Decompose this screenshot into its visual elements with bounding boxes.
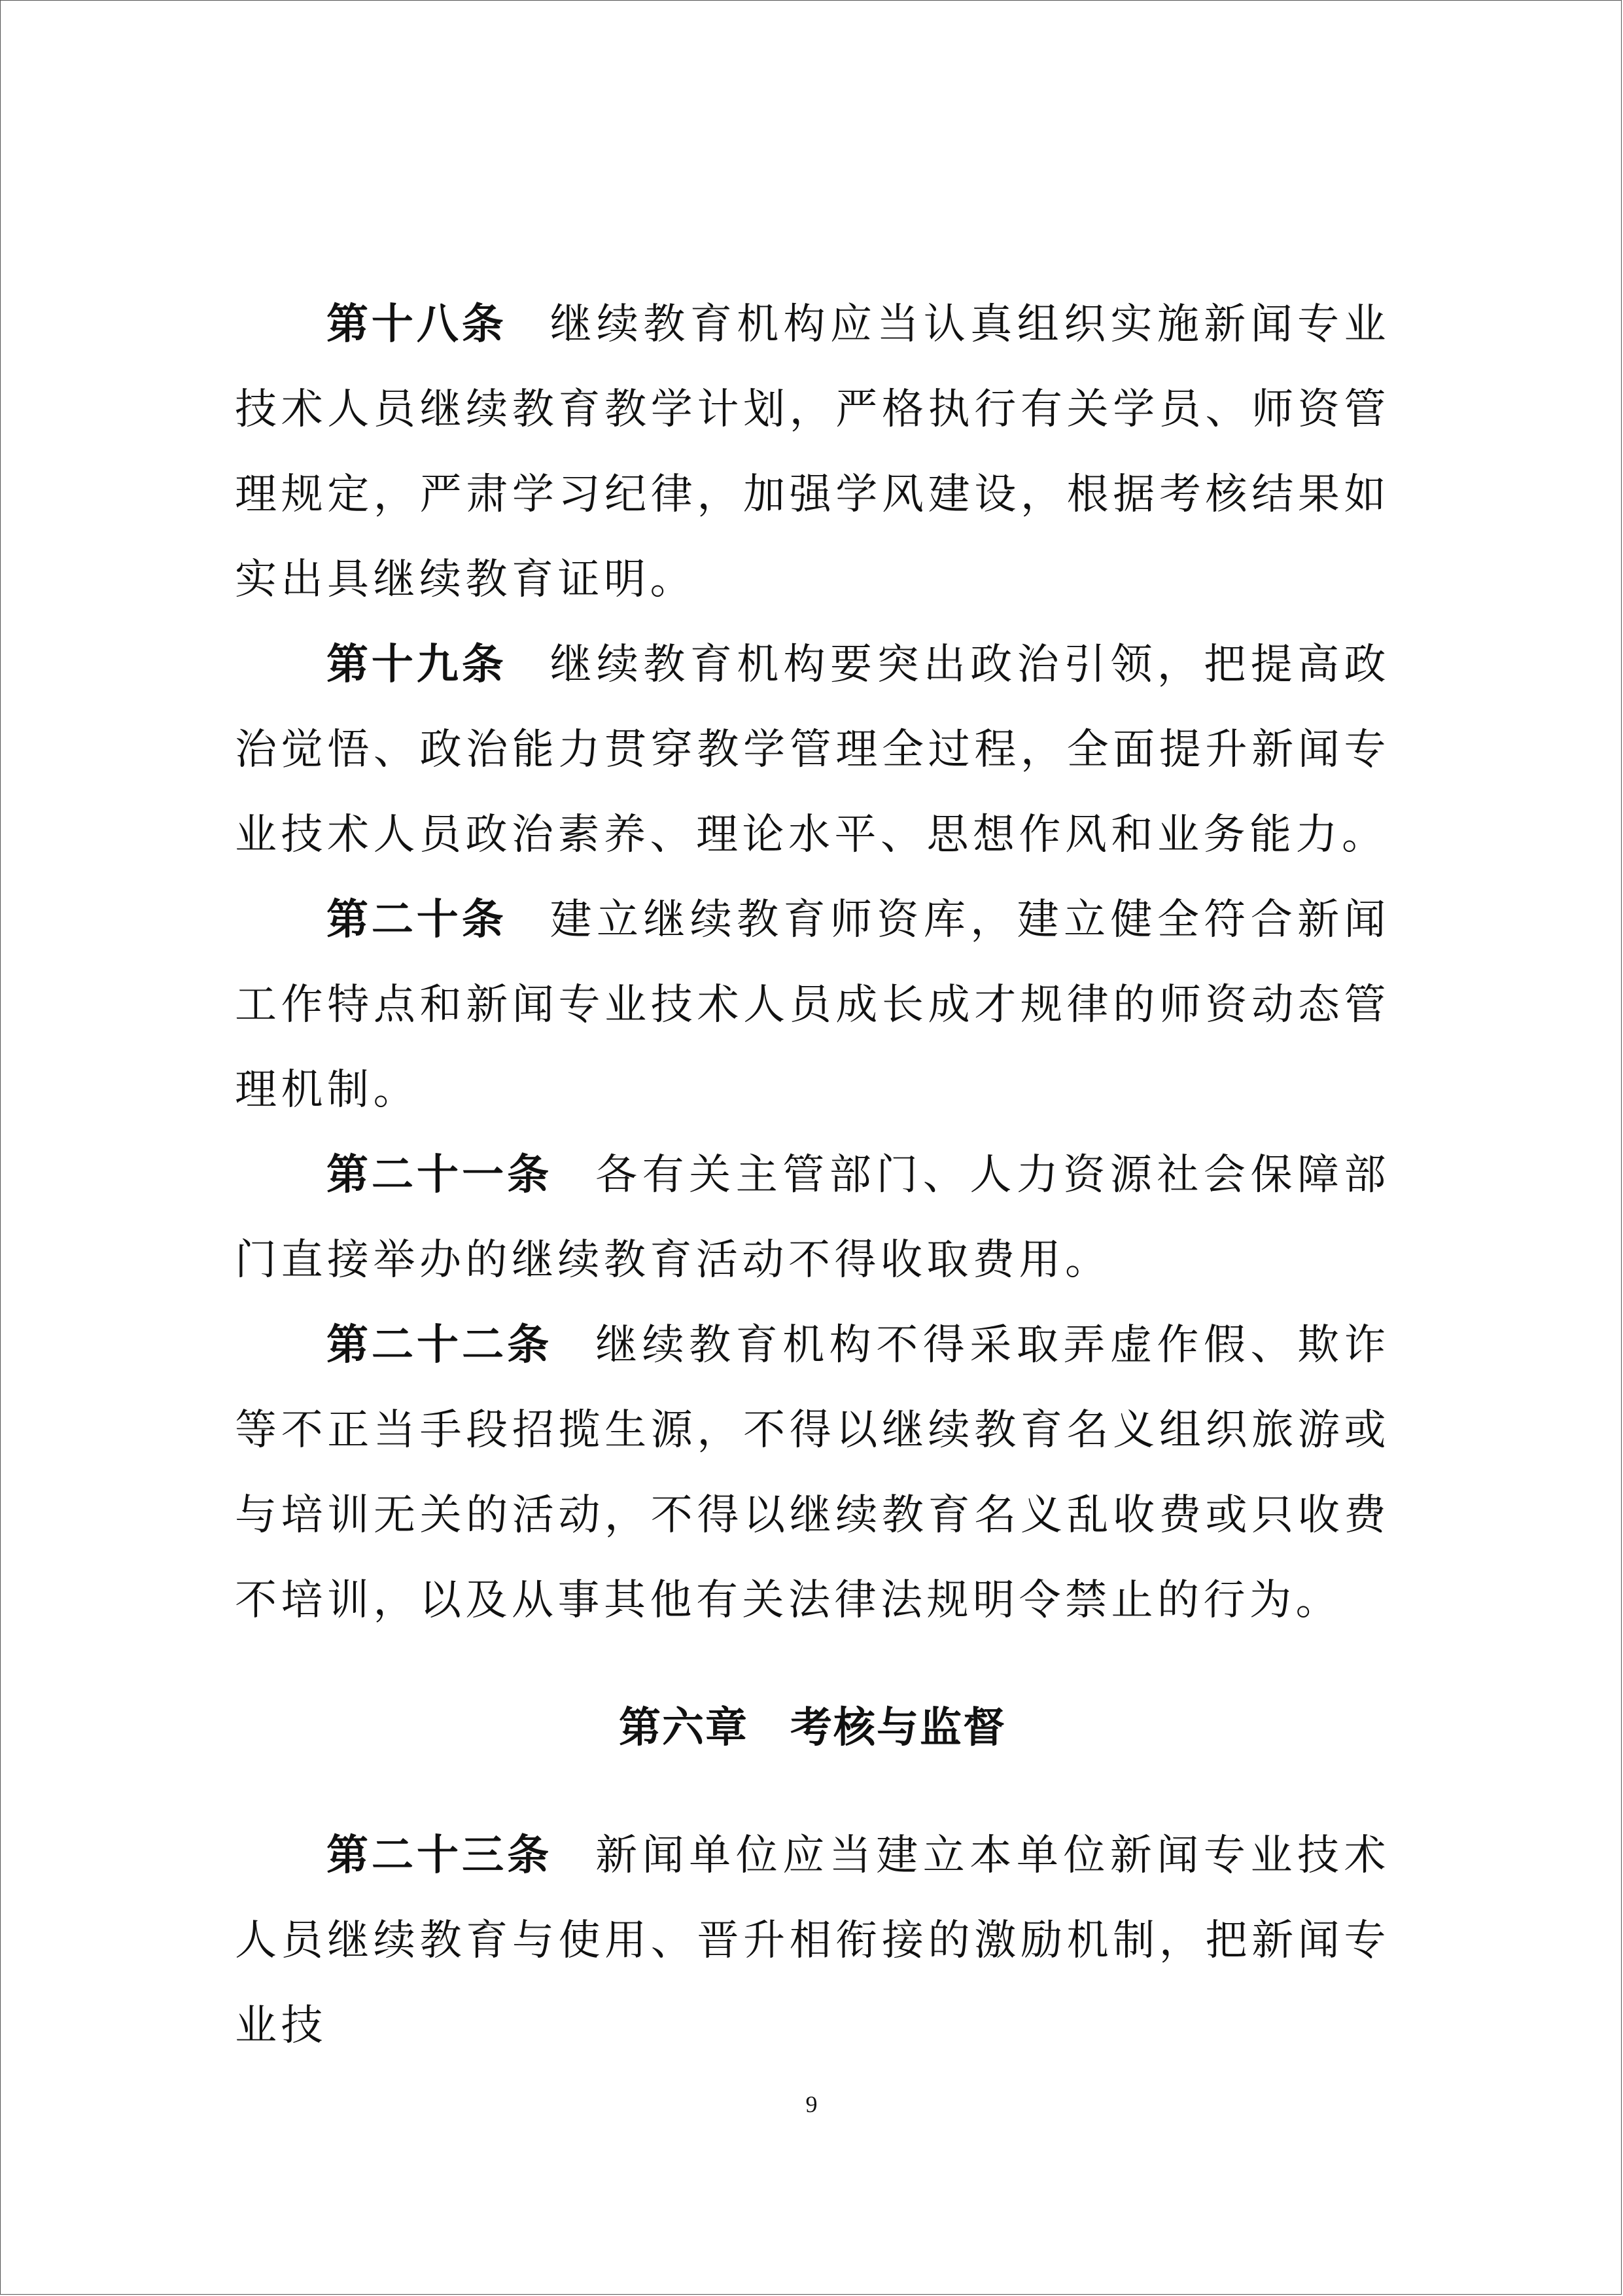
article-20	[235, 877, 1390, 1133]
article-number: 第十九条	[326, 641, 507, 689]
article-text: 继续教育机构要突出政治引领，把提高政治觉悟、政治能力贯穿教学管理全过程，全面提升新闻专业技术人员政治素养、理论水平、思想作风和业务能力。	[235, 641, 1391, 859]
article-22	[235, 1303, 1390, 1643]
chapter-number: 第六章	[619, 1704, 748, 1752]
article-19	[235, 622, 1390, 877]
article-23	[235, 1813, 1390, 2068]
article-number: 第二十一条	[326, 1151, 553, 1199]
page-number: 9	[805, 2091, 818, 2117]
article-18	[235, 282, 1390, 622]
article-text: 继续教育机构应当认真组织实施新闻专业技术人员继续教育教学计划，严格执行有关学员、师资管理规定，严肃学习纪律，加强学风建设，根据考核结果如实出具继续教育证明。	[235, 300, 1391, 604]
article-text: 各有关主管部门、人力资源社会保障部门直接举办的继续教育活动不得收取费用。	[235, 1151, 1391, 1284]
chapter-heading	[235, 1686, 1390, 1771]
article-21	[235, 1133, 1390, 1303]
article-number: 第二十条	[326, 896, 507, 944]
page-body	[235, 282, 1390, 2068]
chapter-title: 考核与监督	[790, 1704, 1006, 1752]
article-number: 第二十三条	[326, 1831, 553, 1880]
article-number: 第十八条	[326, 300, 507, 349]
article-number: 第二十二条	[326, 1321, 553, 1369]
article-text: 继续教育机构不得采取弄虚作假、欺诈等不正当手段招揽生源，不得以继续教育名义组织旅游或与培训无关的活动，不得以继续教育名义乱收费或只收费不培训，以及从事其他有关法律法规明令禁止的行为。	[235, 1321, 1391, 1625]
article-text: 建立继续教育师资库，建立健全符合新闻工作特点和新闻专业技术人员成长成才规律的师资动态管理机制。	[235, 896, 1391, 1114]
article-text: 新闻单位应当建立本单位新闻专业技术人员继续教育与使用、晋升相衔接的激励机制，把新闻专业技	[235, 1831, 1391, 2050]
